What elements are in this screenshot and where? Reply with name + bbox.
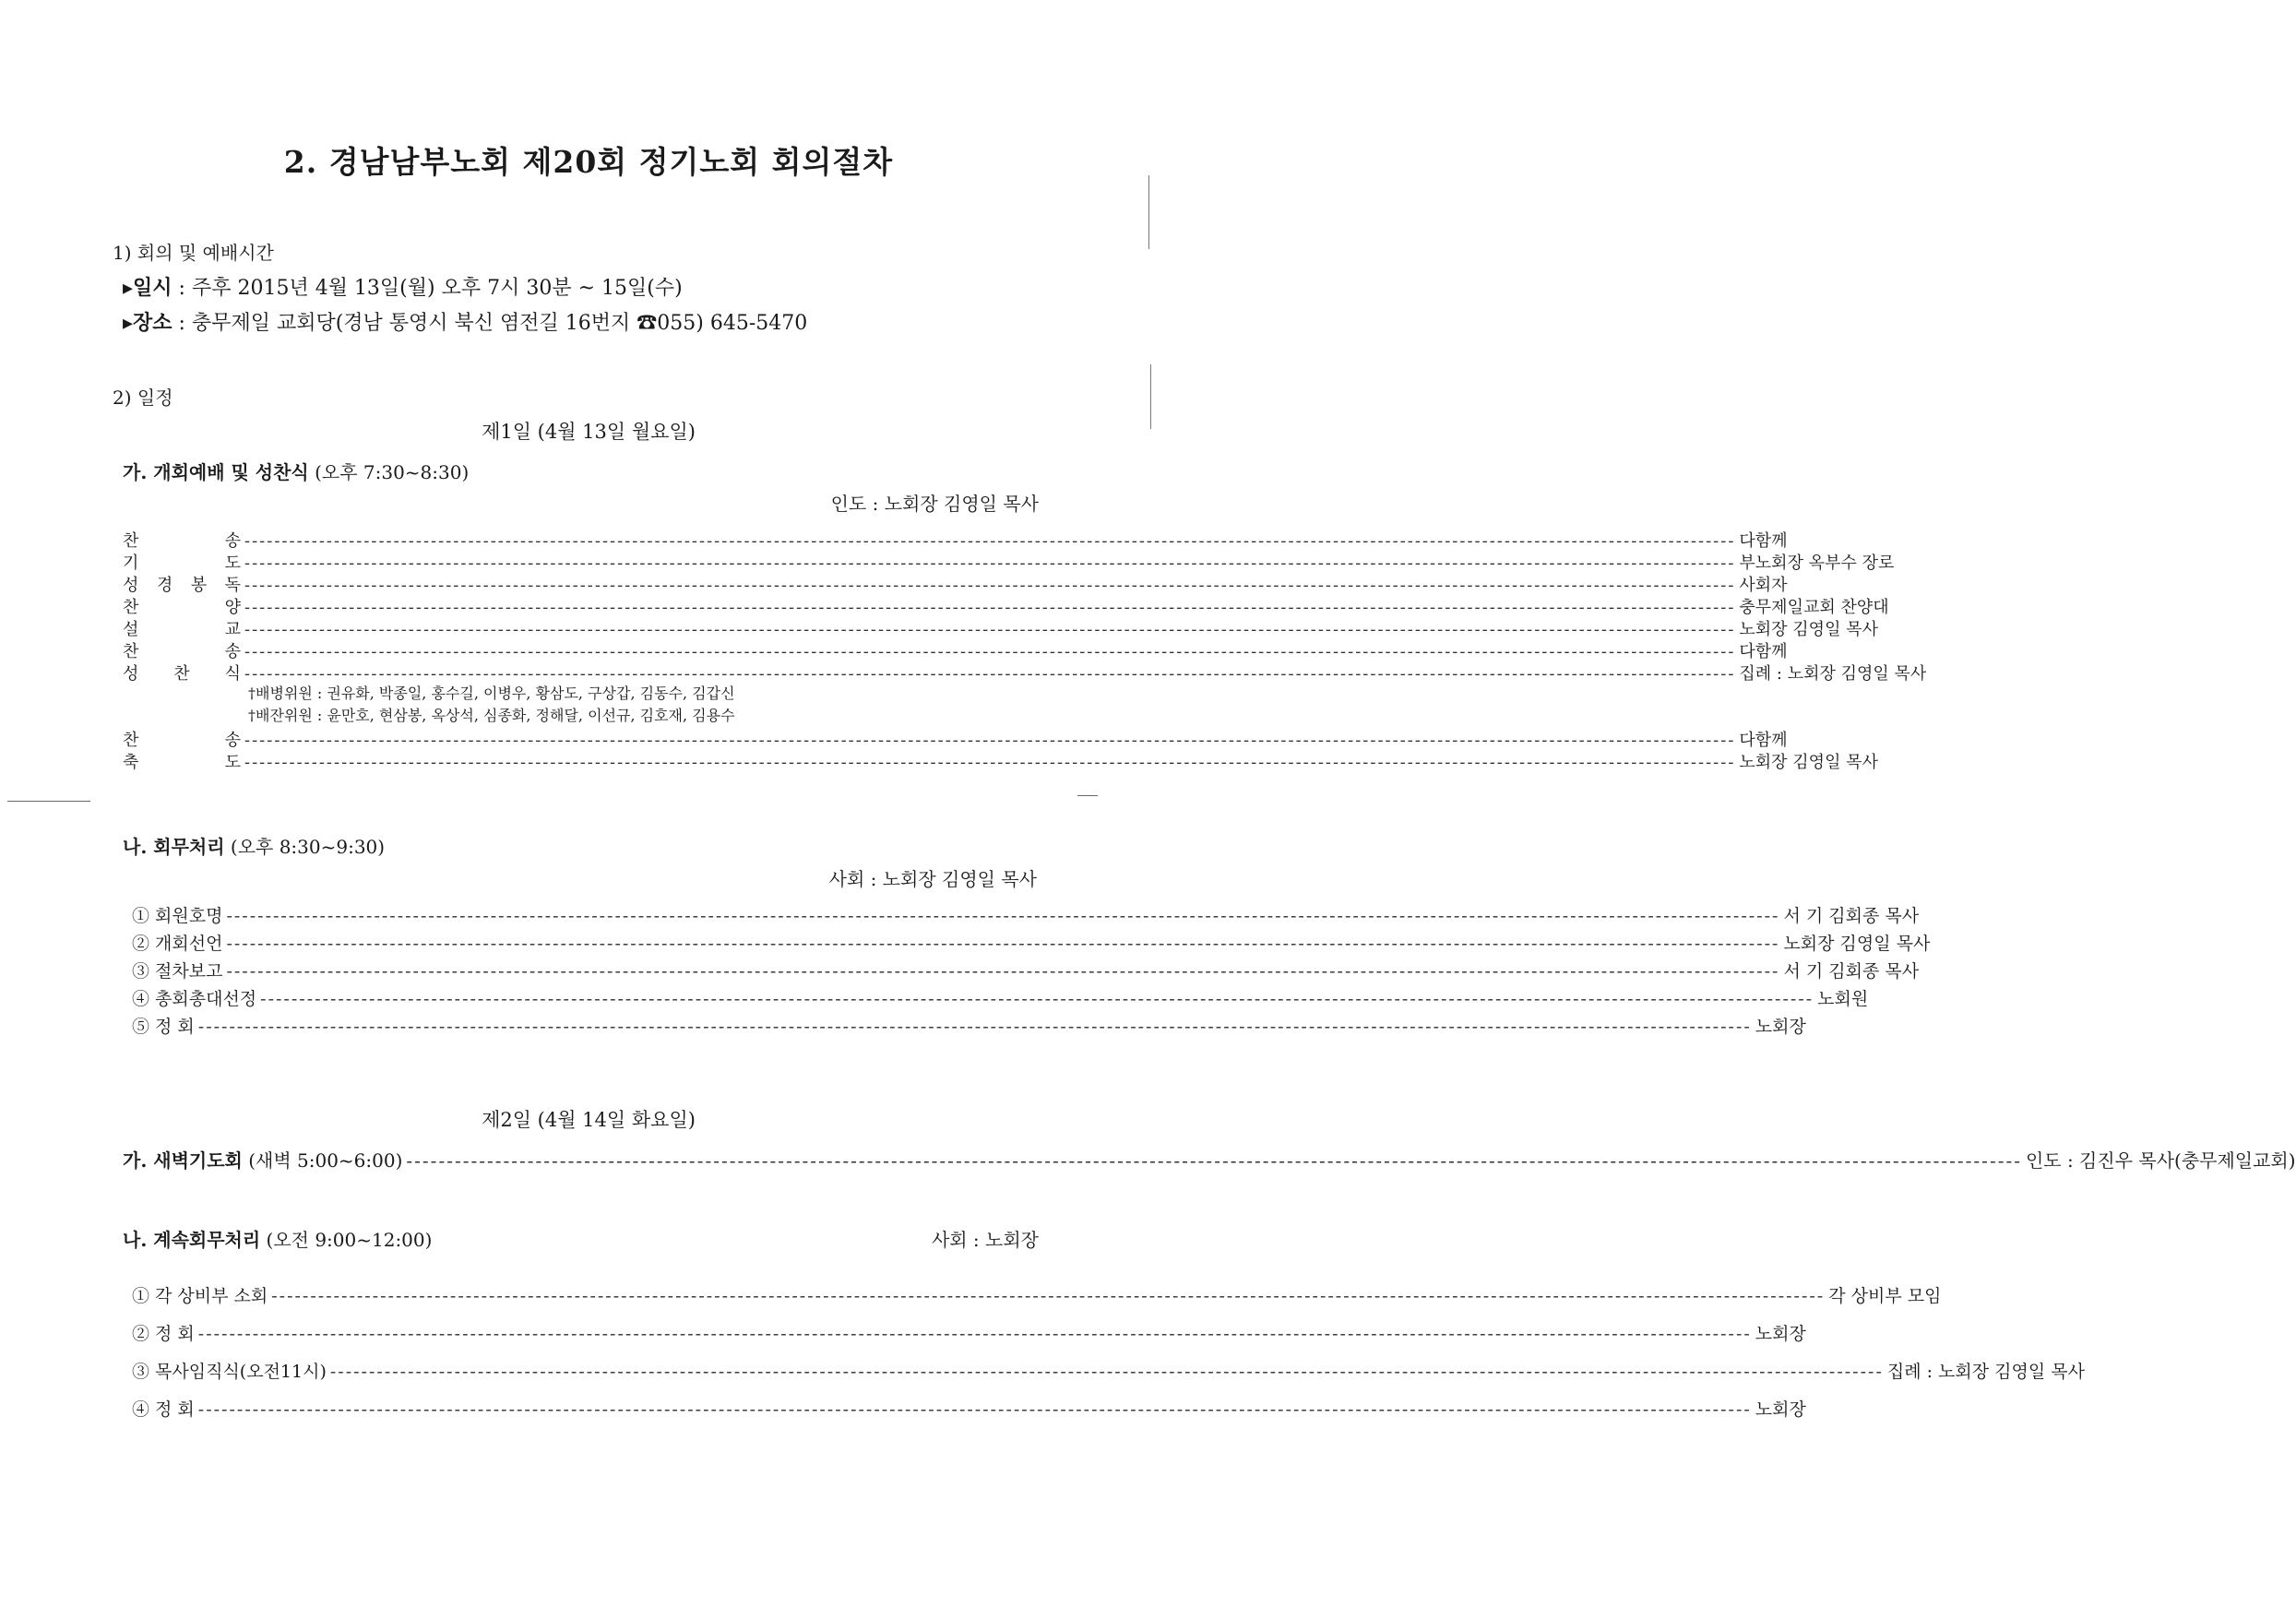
agenda-value: 노회장	[1755, 1399, 1806, 1420]
agenda-row	[132, 1282, 1942, 1320]
program-row	[123, 528, 1788, 551]
agenda-row	[132, 1396, 1806, 1434]
date-line	[123, 272, 683, 301]
leader-dashes: --------------------------------------------------------------------------------------------------------------------------------------------------------------------------------------------------------	[329, 1362, 1884, 1382]
program-value: 다함께	[1739, 531, 1788, 551]
place-line	[123, 307, 807, 336]
day2-partB-heading	[123, 1225, 432, 1252]
leader-dashes: --------------------------------------------------------------------------------------------------------------------------------------------------------------------------------------------------------	[197, 1324, 1752, 1344]
agenda-value: 노회장	[1755, 1017, 1806, 1037]
agenda-label: ② 정 회	[132, 1324, 195, 1344]
day1-partB-list	[132, 902, 1931, 1041]
day2-partB-label: 나. 계속회무처리	[123, 1229, 261, 1251]
program-label: 찬 송	[123, 531, 241, 551]
leader-dashes: --------------------------------------------------------------------------------------------------------------------------------------------------------------------------------------------------------	[244, 664, 1736, 684]
communion-note-cup: †배잔위원 : 윤만호, 현삼봉, 옥상석, 심종화, 정해달, 이선규, 김호재, 김용수	[248, 707, 735, 724]
leader-dashes: --------------------------------------------------------------------------------------------------------------------------------------------------------------------------------------------------------	[226, 961, 1780, 982]
day1-partA-time: (오후 7:30~8:30)	[308, 461, 470, 483]
program-value: 다함께	[1739, 731, 1788, 750]
day1-partB-label: 나. 회무처리	[123, 836, 225, 858]
section2-heading: 2) 일정	[113, 387, 173, 409]
leader-dashes: --------------------------------------------------------------------------------------------------------------------------------------------------------------------------------------------------------	[244, 731, 1736, 750]
program-value: 노회장 김영일 목사	[1739, 753, 1878, 772]
day2-partA-heading	[123, 1146, 402, 1173]
agenda-value: 집례 : 노회장 김영일 목사	[1886, 1362, 2085, 1382]
agenda-row	[132, 1320, 1806, 1358]
section1-heading: 1) 회의 및 예배시간	[113, 242, 274, 264]
agenda-row	[132, 985, 1869, 1013]
leader-dashes: --------------------------------------------------------------------------------------------------------------------------------------------------------------------------------------------------------	[244, 576, 1736, 595]
agenda-row	[132, 902, 1920, 930]
program-value: 다함께	[1739, 642, 1788, 661]
program-label: 설 교	[123, 620, 241, 639]
day2-partA-label: 가. 새벽기도회	[123, 1149, 243, 1172]
program-value: 노회장 김영일 목사	[1739, 620, 1878, 639]
scan-artifact-dash	[7, 801, 90, 802]
program-row	[123, 550, 1895, 573]
agenda-label: ① 각 상비부 소회	[132, 1286, 268, 1306]
page-title: 2. 경남남부노회 제20회 정기노회 회의절차	[283, 144, 894, 180]
date-label: ▸일시	[123, 276, 172, 300]
scan-artifact-line	[1148, 175, 1149, 249]
agenda-value: 서 기 김회종 목사	[1783, 961, 1920, 982]
leader-dashes: --------------------------------------------------------------------------------------------------------------------------------------------------------------------------------------------------------	[244, 598, 1736, 617]
agenda-value: 노회장 김영일 목사	[1783, 934, 1931, 954]
leader-dashes: --------------------------------------------------------------------------------------------------------------------------------------------------------------------------------------------------------	[244, 531, 1736, 551]
day2-partB-leader: 사회 : 노회장	[931, 1229, 1039, 1251]
program-label: 성 경 봉 독	[123, 576, 241, 595]
day2-title: 제2일 (4월 14일 화요일)	[482, 1109, 696, 1131]
day1-partA-list	[123, 528, 1927, 772]
program-row	[123, 638, 1788, 661]
program-label: 축 도	[123, 753, 241, 772]
agenda-value: 노회장	[1755, 1324, 1806, 1344]
day1-partA-label: 가. 개회예배 및 성찬식	[123, 461, 309, 483]
leader-dashes: --------------------------------------------------------------------------------------------------------------------------------------------------------------------------------------------------------	[197, 1399, 1752, 1420]
leader-dashes: --------------------------------------------------------------------------------------------------------------------------------------------------------------------------------------------------------	[226, 906, 1780, 926]
program-label: 성 찬 식	[123, 664, 241, 684]
day1-partB-heading	[123, 832, 385, 859]
day2-partA-time: (새벽 5:00~6:00)	[242, 1149, 403, 1172]
leader-dashes: --------------------------------------------------------------------------------------------------------------------------------------------------------------------------------------------------------	[244, 554, 1736, 573]
leader-dashes: --------------------------------------------------------------------------------------------------------------------------------------------------------------------------------------------------------	[226, 934, 1780, 954]
day2-partB-list	[132, 1282, 2085, 1434]
program-label: 찬 송	[123, 642, 241, 661]
leader-dashes: --------------------------------------------------------------------------------------------------------------------------------------------------------------------------------------------------------	[197, 1017, 1752, 1037]
agenda-label: ⑤ 정 회	[132, 1017, 195, 1037]
agenda-label: ① 회원호명	[132, 906, 223, 926]
program-label: 기 도	[123, 554, 241, 573]
program-row	[123, 749, 1878, 772]
agenda-label: ② 개회선언	[132, 934, 223, 954]
date-value: : 주후 2015년 4월 13일(월) 오후 7시 30분 ~ 15일(수)	[172, 277, 683, 300]
leader-dashes: --------------------------------------------------------------------------------------------------------------------------------------------------------------------------------------------------------	[271, 1286, 1826, 1306]
leader-dashes: --------------------------------------------------------------------------------------------------------------------------------------------------------------------------------------------------------	[244, 753, 1736, 772]
program-value: 부노회장 옥부수 장로	[1739, 554, 1895, 573]
place-value: : 충무제일 교회당(경남 통영시 북신 염전길 16번지 ☎055) 645-5470	[172, 312, 808, 335]
program-row	[123, 727, 1788, 750]
leader-dashes: --------------------------------------------------------------------------------------------------------------------------------------------------------------------------------------------------------	[244, 642, 1736, 661]
day2-partA-line	[123, 1146, 2296, 1173]
agenda-row	[132, 1358, 2085, 1396]
program-value: 충무제일교회 찬양대	[1739, 598, 1889, 617]
agenda-label: ④ 총회총대선정	[132, 989, 257, 1009]
agenda-label: ④ 정 회	[132, 1399, 195, 1420]
agenda-row	[132, 958, 1920, 985]
day2-partA-leader: 인도 : 김진우 목사(충무제일교회)	[2025, 1149, 2296, 1172]
agenda-row	[132, 930, 1931, 958]
dawn-prayer-row	[123, 1146, 2296, 1173]
leader-dashes: --------------------------------------------------------------------------------------------------------------------------------------------------------------------------------------------------------	[260, 989, 1814, 1009]
leader-dashes: --------------------------------------------------------------------------------------------------------------------------------------------------------------------------------------------------------	[406, 1149, 2022, 1172]
day1-title: 제1일 (4월 13일 월요일)	[482, 421, 696, 443]
agenda-label: ③ 절차보고	[132, 961, 223, 982]
program-value: 집례 : 노회장 김영일 목사	[1739, 664, 1927, 684]
program-row	[123, 661, 1927, 684]
agenda-row	[132, 1013, 1806, 1041]
program-label: 찬 양	[123, 598, 241, 617]
agenda-value: 각 상비부 모임	[1828, 1286, 1942, 1306]
program-label: 찬 송	[123, 731, 241, 750]
agenda-label: ③ 목사임직식(오전11시)	[132, 1362, 327, 1382]
day1-partB-time: (오후 8:30~9:30)	[224, 836, 386, 858]
agenda-value: 노회원	[1817, 989, 1869, 1009]
program-row	[123, 616, 1878, 639]
scan-artifact-dash	[1077, 795, 1098, 796]
agenda-value: 서 기 김회종 목사	[1783, 906, 1920, 926]
day2-partB-time: (오전 9:00~12:00)	[260, 1229, 433, 1251]
day1-partA-heading	[123, 458, 469, 484]
program-row	[123, 572, 1788, 595]
day1-partA-leader: 인도 : 노회장 김영일 목사	[830, 493, 1039, 515]
day1-partB-leader: 사회 : 노회장 김영일 목사	[828, 868, 1037, 890]
program-row	[123, 594, 1889, 617]
communion-note-bread: †배병위원 : 권유화, 박종일, 홍수길, 이병우, 황삼도, 구상갑, 김동수, 김갑신	[248, 685, 735, 702]
place-label: ▸장소	[123, 311, 172, 335]
leader-dashes: --------------------------------------------------------------------------------------------------------------------------------------------------------------------------------------------------------	[244, 620, 1736, 639]
program-value: 사회자	[1739, 576, 1788, 595]
